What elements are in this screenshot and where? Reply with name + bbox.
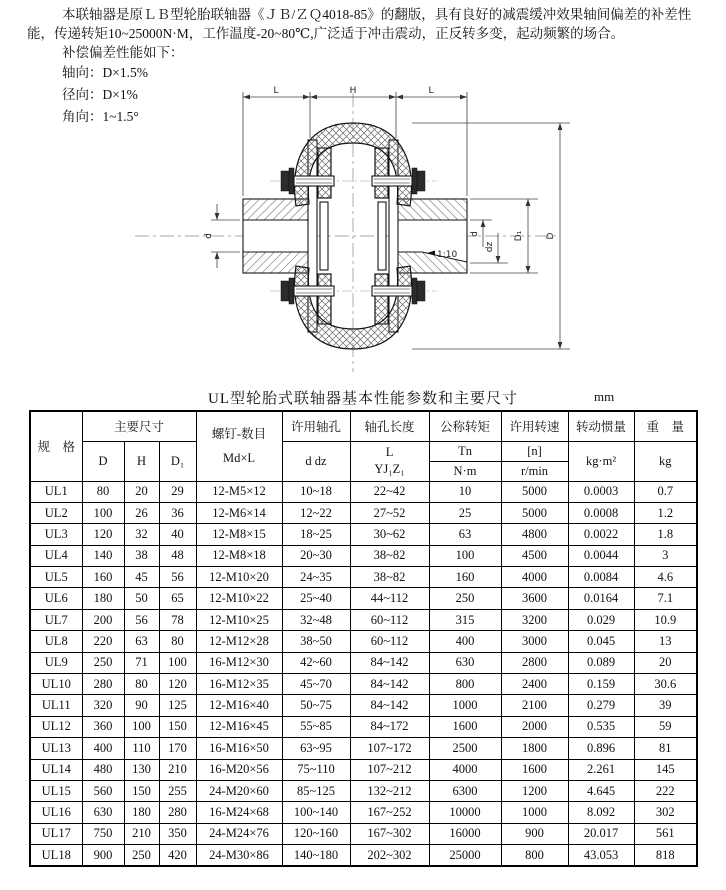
cell-spec: UL17: [30, 823, 82, 844]
cell-D1: 40: [159, 524, 196, 545]
cell-weight: 30.6: [634, 674, 697, 695]
cell-weight: 302: [634, 802, 697, 823]
cell-bore-range: 50~75: [282, 695, 350, 716]
cell-screws: 12-M8×18: [196, 545, 282, 566]
col-header-torque-sym: Tn: [429, 441, 501, 461]
cell-D: 250: [82, 652, 124, 673]
tire-bead-bottom-left: [318, 274, 331, 324]
col-header-speed-sym: [n]: [501, 441, 568, 461]
taper-label: 1:10: [437, 250, 458, 260]
cell-inertia: 0.029: [568, 609, 634, 630]
dim-label-H: H: [349, 86, 357, 96]
cell-H: 80: [124, 674, 159, 695]
col-header-weight-unit: kg: [634, 441, 697, 481]
cell-weight: 10.9: [634, 609, 697, 630]
cell-screws: 24-M20×60: [196, 780, 282, 801]
table-title: UL型轮胎式联轴器基本性能参数和主要尺寸: [208, 391, 518, 407]
cell-screws: 24-M30×86: [196, 845, 282, 866]
cell-torque: 250: [429, 588, 501, 609]
cell-H: 90: [124, 695, 159, 716]
table-row: [30, 845, 697, 866]
cell-D: 180: [82, 588, 124, 609]
cell-inertia: 8.092: [568, 802, 634, 823]
cell-screws: 12-M6×14: [196, 502, 282, 523]
cell-speed: 3200: [501, 609, 568, 630]
cell-length-range: 27~52: [350, 502, 429, 523]
cell-screws: 12-M10×25: [196, 609, 282, 630]
cell-inertia: 0.896: [568, 738, 634, 759]
cell-weight: 1.2: [634, 502, 697, 523]
cell-D: 480: [82, 759, 124, 780]
table-row: [30, 588, 697, 609]
col-header-main-dims: 主要尺寸: [82, 411, 196, 441]
dim-label-d-left: d: [204, 233, 214, 239]
cell-screws: 16-M12×35: [196, 674, 282, 695]
table-row: [30, 652, 697, 673]
cell-torque: 10000: [429, 802, 501, 823]
table-row: [30, 567, 697, 588]
cell-screws: 12-M5×12: [196, 481, 282, 502]
cell-D: 900: [82, 845, 124, 866]
table-row: [30, 802, 697, 823]
cell-inertia: 0.0022: [568, 524, 634, 545]
cell-screws: 12-M12×28: [196, 631, 282, 652]
unit-label: mm: [594, 389, 615, 404]
cell-torque: 4000: [429, 759, 501, 780]
cell-D: 220: [82, 631, 124, 652]
cell-bore-range: 55~85: [282, 716, 350, 737]
cell-spec: UL7: [30, 609, 82, 630]
cell-torque: 1600: [429, 716, 501, 737]
cell-D1: 255: [159, 780, 196, 801]
cell-speed: 3600: [501, 588, 568, 609]
cell-weight: 1.8: [634, 524, 697, 545]
cell-bore-range: 75~110: [282, 759, 350, 780]
cell-D: 630: [82, 802, 124, 823]
cell-bore-range: 32~48: [282, 609, 350, 630]
cell-bore-range: 25~40: [282, 588, 350, 609]
cell-spec: UL5: [30, 567, 82, 588]
cell-screws: 16-M16×50: [196, 738, 282, 759]
cell-weight: 818: [634, 845, 697, 866]
cell-speed: 900: [501, 823, 568, 844]
cell-torque: 100: [429, 545, 501, 566]
cell-torque: 6300: [429, 780, 501, 801]
cell-length-range: 167~252: [350, 802, 429, 823]
col-header-torque: 公称转矩: [429, 411, 501, 441]
cell-spec: UL12: [30, 716, 82, 737]
cell-torque: 63: [429, 524, 501, 545]
intro-radial: 径向：D×1%: [62, 87, 138, 102]
cell-length-range: 30~62: [350, 524, 429, 545]
cell-screws: 12-M8×15: [196, 524, 282, 545]
cell-D1: 36: [159, 502, 196, 523]
table-row: [30, 780, 697, 801]
col-header-length-sub2: YJ₁Z₁: [374, 462, 405, 476]
dim-label-d-right: d: [470, 231, 480, 237]
tire-bead-top-left: [318, 148, 331, 198]
cell-H: 32: [124, 524, 159, 545]
cell-spec: UL11: [30, 695, 82, 716]
col-header-weight: 重 量: [634, 411, 697, 441]
cell-D1: 125: [159, 695, 196, 716]
intro-line-2: 能，传递转矩10~25000N·M，工作温度-20~80℃,广泛适于冲击震动，正反转多变，起动频繁的场合。: [27, 26, 625, 41]
cell-bore-range: 45~70: [282, 674, 350, 695]
cell-screws: 16-M20×56: [196, 759, 282, 780]
cell-bore-range: 10~18: [282, 481, 350, 502]
cell-inertia: 0.089: [568, 652, 634, 673]
cell-D: 120: [82, 524, 124, 545]
cell-bore-range: 24~35: [282, 567, 350, 588]
cell-inertia: 0.279: [568, 695, 634, 716]
cell-D: 320: [82, 695, 124, 716]
cell-D1: 48: [159, 545, 196, 566]
cell-torque: 10: [429, 481, 501, 502]
cell-D: 360: [82, 716, 124, 737]
cell-speed: 5000: [501, 481, 568, 502]
table-row: [30, 716, 697, 737]
intro-angular: 角向：1~1.5°: [62, 109, 139, 124]
col-header-length: 轴孔长度: [350, 411, 429, 441]
cell-D1: 78: [159, 609, 196, 630]
cell-H: 71: [124, 652, 159, 673]
cell-length-range: 84~172: [350, 716, 429, 737]
cell-H: 250: [124, 845, 159, 866]
cell-D: 80: [82, 481, 124, 502]
cell-speed: 2000: [501, 716, 568, 737]
cell-H: 38: [124, 545, 159, 566]
cell-spec: UL6: [30, 588, 82, 609]
cell-D1: 280: [159, 802, 196, 823]
cell-H: 110: [124, 738, 159, 759]
cell-H: 56: [124, 609, 159, 630]
table-row: [30, 674, 697, 695]
cell-H: 50: [124, 588, 159, 609]
cell-torque: 630: [429, 652, 501, 673]
cell-D: 100: [82, 502, 124, 523]
table-row: [30, 695, 697, 716]
cell-speed: 1000: [501, 802, 568, 823]
table-row: [30, 545, 697, 566]
cell-spec: UL2: [30, 502, 82, 523]
col-header-length-sub1: L: [385, 445, 394, 459]
cell-D1: 29: [159, 481, 196, 502]
col-header-inertia: 转动惯量: [568, 411, 634, 441]
cell-length-range: 22~42: [350, 481, 429, 502]
cell-inertia: 0.0003: [568, 481, 634, 502]
cell-D1: 56: [159, 567, 196, 588]
col-header-inertia-unit: kg·m²: [568, 441, 634, 481]
cell-H: 150: [124, 780, 159, 801]
cell-length-range: 167~302: [350, 823, 429, 844]
cell-weight: 59: [634, 716, 697, 737]
cell-screws: 12-M16×45: [196, 716, 282, 737]
intro-line-3: 补偿偏差性能如下：: [62, 45, 184, 60]
cell-speed: 5000: [501, 502, 568, 523]
cell-D: 160: [82, 567, 124, 588]
cell-bore-range: 38~50: [282, 631, 350, 652]
cell-weight: 81: [634, 738, 697, 759]
cell-inertia: 0.045: [568, 631, 634, 652]
cell-bore-range: 63~95: [282, 738, 350, 759]
cell-length-range: 132~212: [350, 780, 429, 801]
cell-length-range: 38~82: [350, 545, 429, 566]
col-header-screws: [196, 411, 282, 481]
cell-torque: 800: [429, 674, 501, 695]
cell-bore-range: 100~140: [282, 802, 350, 823]
table-row: [30, 481, 697, 502]
cell-torque: 25000: [429, 845, 501, 866]
dim-label-dz: dz: [485, 241, 495, 253]
cell-speed: 4800: [501, 524, 568, 545]
cell-screws: 12-M16×40: [196, 695, 282, 716]
cell-D1: 65: [159, 588, 196, 609]
cell-speed: 1800: [501, 738, 568, 759]
tire-bead-top-right: [375, 148, 388, 198]
dim-label-L-right: L: [428, 86, 434, 96]
col-header-bore-sub: d dz: [282, 441, 350, 481]
cell-H: 130: [124, 759, 159, 780]
cell-spec: UL3: [30, 524, 82, 545]
cell-bore-range: 85~125: [282, 780, 350, 801]
cell-D: 140: [82, 545, 124, 566]
cell-bore-range: 12~22: [282, 502, 350, 523]
cell-weight: 222: [634, 780, 697, 801]
cell-torque: 2500: [429, 738, 501, 759]
cell-weight: 561: [634, 823, 697, 844]
intro-axial: 轴向：D×1.5%: [62, 65, 148, 80]
cell-D1: 420: [159, 845, 196, 866]
cell-H: 100: [124, 716, 159, 737]
cell-inertia: 2.261: [568, 759, 634, 780]
col-header-bore: 许用轴孔: [282, 411, 350, 441]
cell-H: 210: [124, 823, 159, 844]
cell-speed: 2400: [501, 674, 568, 695]
cell-screws: 12-M10×22: [196, 588, 282, 609]
cell-weight: 13: [634, 631, 697, 652]
cell-inertia: 0.0044: [568, 545, 634, 566]
table-row: [30, 631, 697, 652]
cell-inertia: 43.053: [568, 845, 634, 866]
cell-D: 400: [82, 738, 124, 759]
table-row: [30, 759, 697, 780]
cell-inertia: 0.535: [568, 716, 634, 737]
col-header-spec: 规 格: [30, 411, 82, 481]
cell-speed: 2100: [501, 695, 568, 716]
cell-length-range: 107~172: [350, 738, 429, 759]
cell-weight: 4.6: [634, 567, 697, 588]
cell-torque: 400: [429, 631, 501, 652]
intro-line-1: 本联轴器是原ＬＢ型轮胎联轴器《ＪＢ/ＺＱ4018-85》的翻版，具有良好的减震缓冲效果轴间偏差的补差性: [62, 7, 692, 22]
cell-spec: UL16: [30, 802, 82, 823]
cell-H: 26: [124, 502, 159, 523]
cell-inertia: 20.017: [568, 823, 634, 844]
cell-speed: 1600: [501, 759, 568, 780]
cell-D: 200: [82, 609, 124, 630]
cell-length-range: 38~82: [350, 567, 429, 588]
cell-speed: 4000: [501, 567, 568, 588]
tire-bead-bottom-right: [375, 274, 388, 324]
col-header-speed: 许用转速: [501, 411, 568, 441]
cell-bore-range: 42~60: [282, 652, 350, 673]
dim-label-L-left: L: [273, 86, 279, 96]
cell-spec: UL9: [30, 652, 82, 673]
table-row: [30, 609, 697, 630]
cell-D1: 170: [159, 738, 196, 759]
left-clamp-plate: [320, 202, 328, 270]
table-title-row: [0, 387, 726, 408]
cell-D1: 350: [159, 823, 196, 844]
col-header-screws-title: 螺钉-数目: [211, 427, 267, 442]
cell-D1: 150: [159, 716, 196, 737]
cell-D: 280: [82, 674, 124, 695]
cell-weight: 39: [634, 695, 697, 716]
cell-inertia: 0.0164: [568, 588, 634, 609]
cell-screws: 16-M24×68: [196, 802, 282, 823]
cell-torque: 25: [429, 502, 501, 523]
col-header-speed-unit: r/min: [501, 461, 568, 481]
cell-speed: 800: [501, 845, 568, 866]
cell-weight: 145: [634, 759, 697, 780]
cell-weight: 3: [634, 545, 697, 566]
cell-D: 560: [82, 780, 124, 801]
col-header-length-sub: [350, 441, 429, 481]
col-header-D: D: [82, 441, 124, 481]
cell-length-range: 60~112: [350, 609, 429, 630]
cell-spec: UL1: [30, 481, 82, 502]
cell-spec: UL13: [30, 738, 82, 759]
col-header-torque-unit: N·m: [429, 461, 501, 481]
coupling-cross-section-drawing: [0, 80, 726, 390]
cell-torque: 16000: [429, 823, 501, 844]
cell-inertia: 0.0008: [568, 502, 634, 523]
table-row: [30, 502, 697, 523]
cell-H: 20: [124, 481, 159, 502]
cell-screws: 24-M24×76: [196, 823, 282, 844]
cell-weight: 7.1: [634, 588, 697, 609]
cell-bore-range: 120~160: [282, 823, 350, 844]
cell-torque: 1000: [429, 695, 501, 716]
table-row: [30, 738, 697, 759]
cell-length-range: 202~302: [350, 845, 429, 866]
col-header-H: H: [124, 441, 159, 481]
dim-label-D1: D₁: [514, 230, 524, 242]
cell-length-range: 44~112: [350, 588, 429, 609]
cell-spec: UL4: [30, 545, 82, 566]
cell-inertia: 0.159: [568, 674, 634, 695]
cell-bore-range: 20~30: [282, 545, 350, 566]
parameters-table: [29, 410, 698, 867]
cell-H: 63: [124, 631, 159, 652]
cell-spec: UL14: [30, 759, 82, 780]
col-header-D1: D₁: [159, 441, 196, 481]
cell-screws: 16-M12×30: [196, 652, 282, 673]
cell-spec: UL10: [30, 674, 82, 695]
cell-weight: 20: [634, 652, 697, 673]
cell-speed: 2800: [501, 652, 568, 673]
cell-speed: 3000: [501, 631, 568, 652]
cell-spec: UL18: [30, 845, 82, 866]
cell-inertia: 0.0084: [568, 567, 634, 588]
cell-D1: 120: [159, 674, 196, 695]
dim-label-D: D: [546, 232, 556, 240]
cell-length-range: 84~142: [350, 674, 429, 695]
table-row: [30, 823, 697, 844]
cell-H: 45: [124, 567, 159, 588]
cell-D1: 100: [159, 652, 196, 673]
cell-D1: 80: [159, 631, 196, 652]
cell-torque: 160: [429, 567, 501, 588]
right-clamp-plate: [378, 202, 386, 270]
cell-H: 180: [124, 802, 159, 823]
table-row: [30, 524, 697, 545]
cell-weight: 0.7: [634, 481, 697, 502]
cell-length-range: 60~112: [350, 631, 429, 652]
cell-bore-range: 140~180: [282, 845, 350, 866]
cell-bore-range: 18~25: [282, 524, 350, 545]
cell-length-range: 107~212: [350, 759, 429, 780]
cell-screws: 12-M10×20: [196, 567, 282, 588]
cell-inertia: 4.645: [568, 780, 634, 801]
cell-length-range: 84~142: [350, 695, 429, 716]
cell-D1: 210: [159, 759, 196, 780]
cell-spec: UL8: [30, 631, 82, 652]
cell-spec: UL15: [30, 780, 82, 801]
cell-torque: 315: [429, 609, 501, 630]
cell-length-range: 84~142: [350, 652, 429, 673]
col-header-screws-sub: Md×L: [222, 451, 256, 466]
cell-D: 750: [82, 823, 124, 844]
cell-speed: 4500: [501, 545, 568, 566]
cell-speed: 1200: [501, 780, 568, 801]
